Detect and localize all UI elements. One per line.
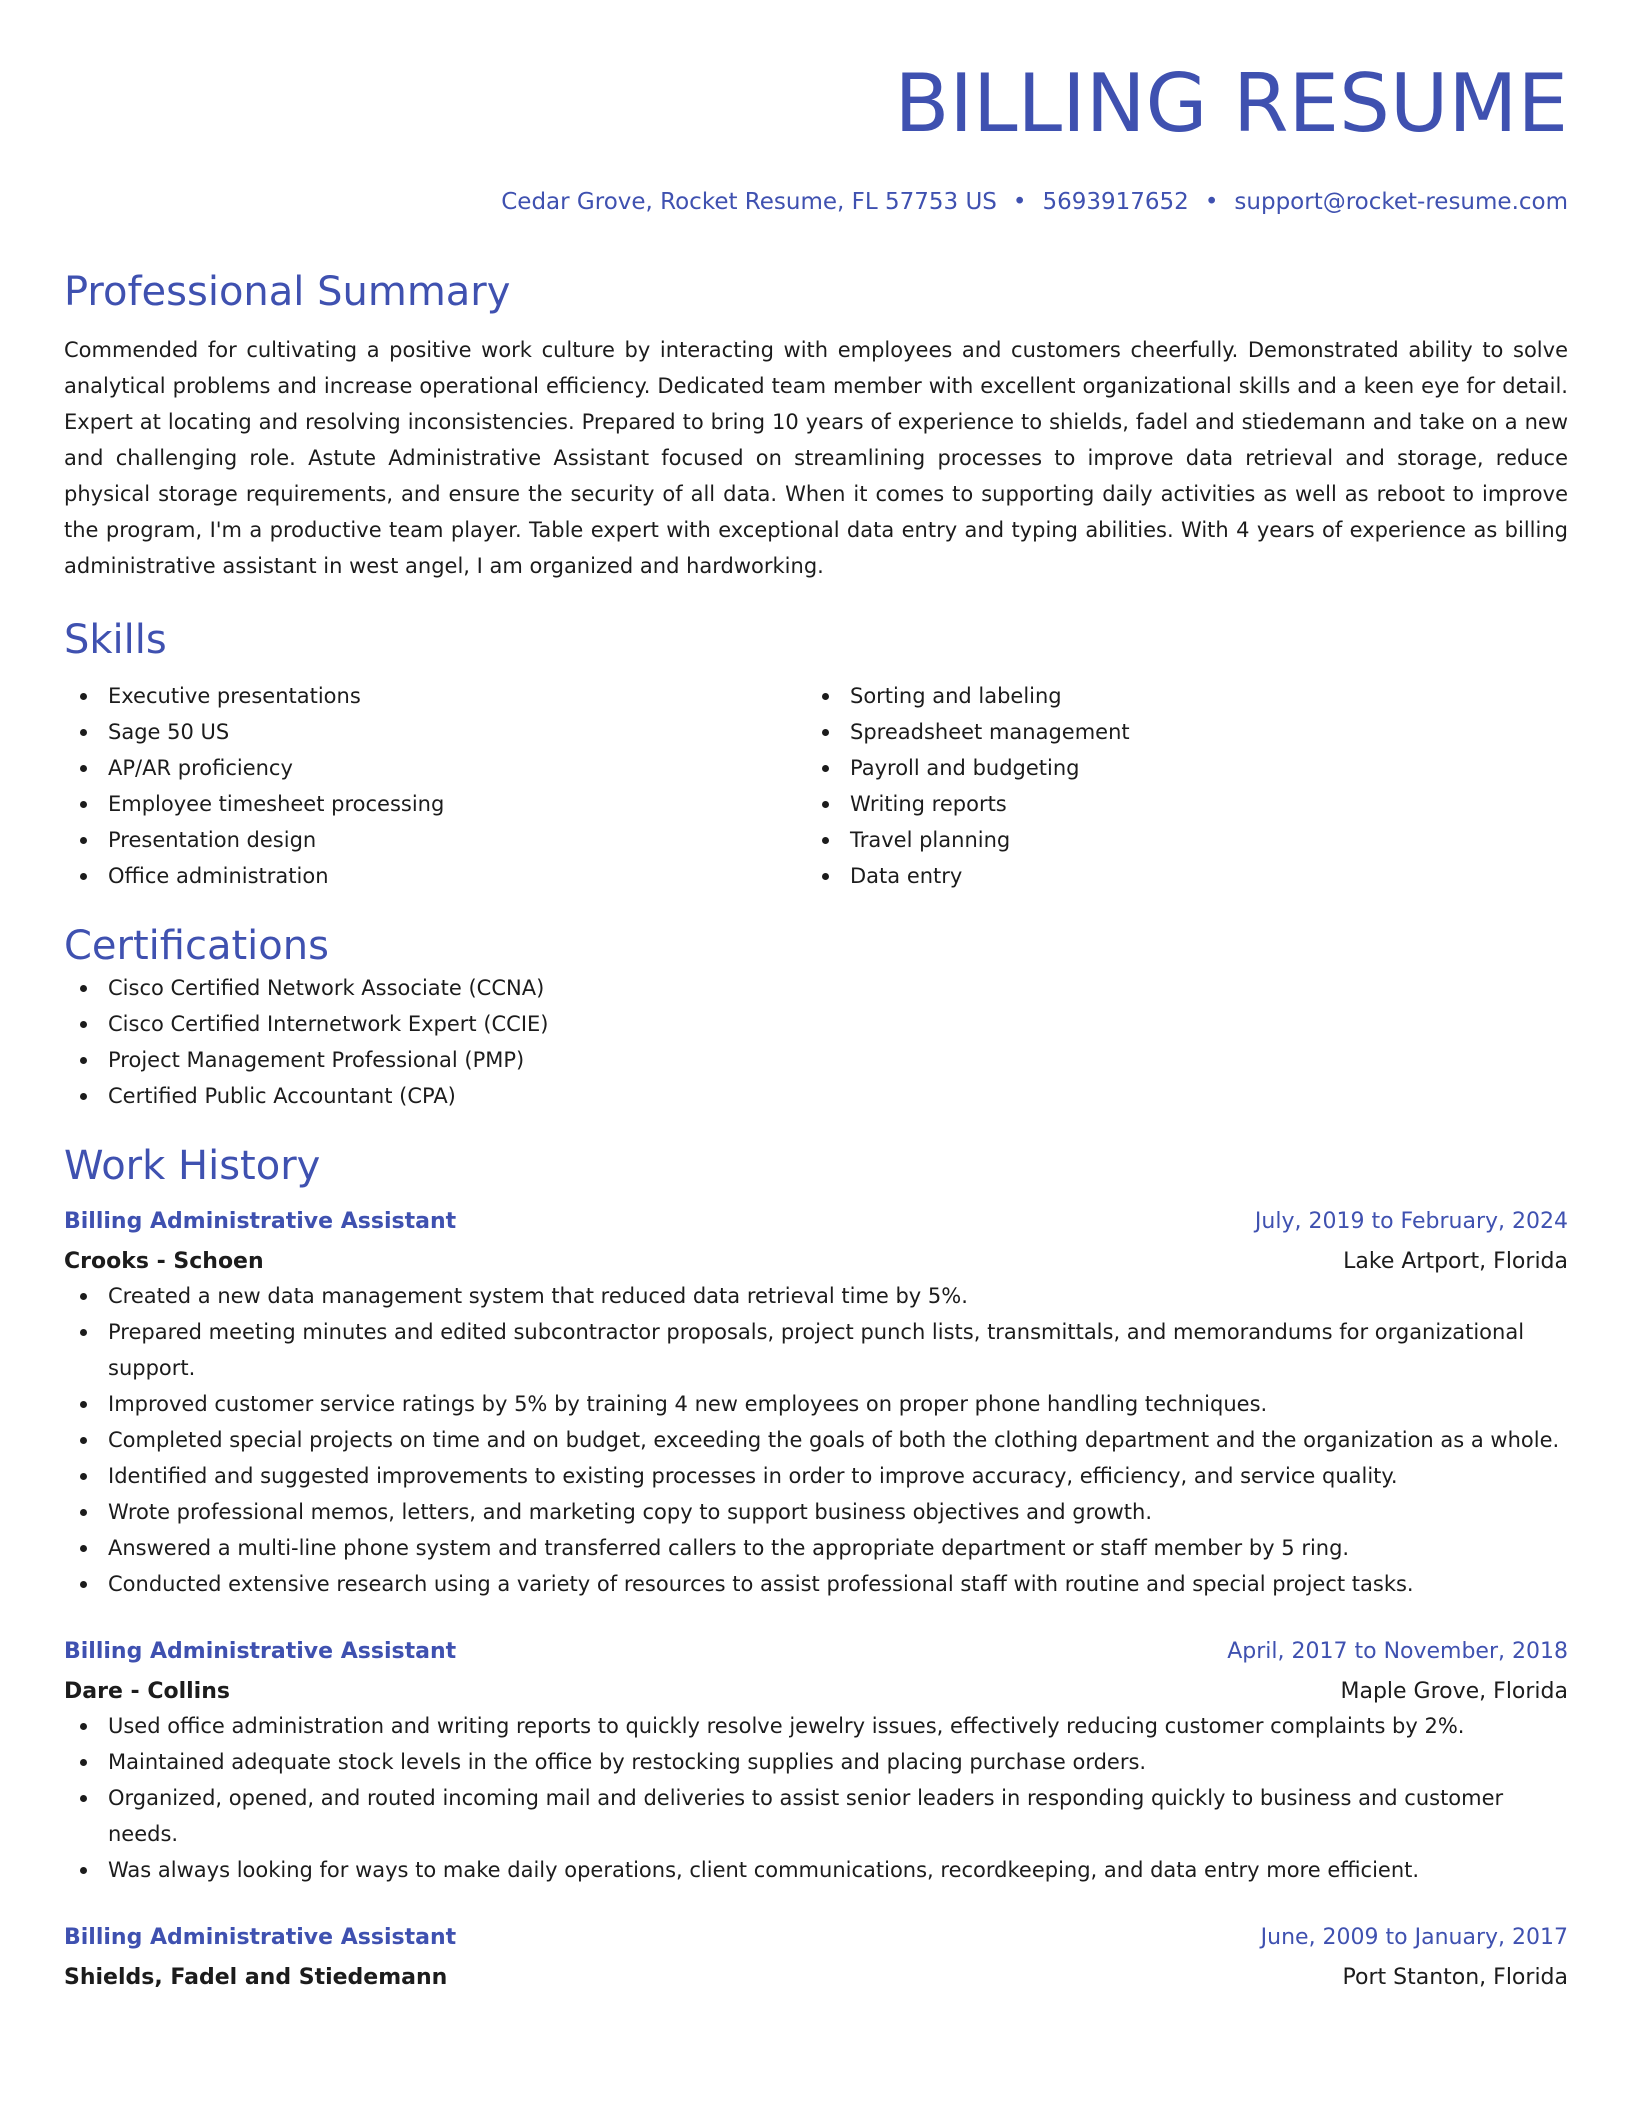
job-subheader xyxy=(64,1962,1568,1994)
contact-email[interactable]: support@rocket-resume.com xyxy=(1234,189,1568,215)
skills-list-right xyxy=(806,678,1548,894)
job-bullet: Created a new data management system that reduced data retrieval time by 5%. xyxy=(64,1278,1568,1314)
job-company: Crooks - Schoen xyxy=(64,1249,264,1274)
job-location: Maple Grove, Florida xyxy=(1340,1679,1568,1704)
job-location: Lake Artport, Florida xyxy=(1343,1249,1568,1274)
job-header xyxy=(64,1636,1568,1668)
contact-separator: • xyxy=(1204,189,1219,215)
job-bullet: Completed special projects on time and on budget, exceeding the goals of both the clothing department and the organization as a whole. xyxy=(64,1422,1568,1458)
certifications-list xyxy=(64,970,1568,1114)
job-bullet: Organized, opened, and routed incoming mail and deliveries to assist senior leaders in responding quickly to business and customer needs. xyxy=(64,1780,1568,1852)
job-bullet: Answered a multi-line phone system and transferred callers to the appropriate department or staff member by 5 ring. xyxy=(64,1530,1568,1566)
contact-separator: • xyxy=(1012,189,1027,215)
summary-text: Commended for cultivating a positive work culture by interacting with employees and customers cheerfully. Demonstrated ability to solve analytical problems and increase operational efficiency. Dedicated team member with excellent organizational skills and a keen eye for detail. Expert at locating and resolving inconsistencies. Prepared to bring 10 years of experience to shields, fadel and stiedemann and take on a new and challenging role. Astute Administrative Assistant focused on streamlining processes to improve data retrieval and storage, reduce physical storage requirements, and ensure the security of all data. When it comes to supporting daily activities as well as reboot to improve the program, I'm a productive team player. Table expert with exceptional data entry and typing abilities. With 4 years of experience as billing administrative assistant in west angel, I am organized and hardworking. xyxy=(64,338,1568,578)
job-title: Billing Administrative Assistant xyxy=(64,1209,457,1234)
skill-item: Payroll and budgeting xyxy=(806,750,1548,786)
contact-line xyxy=(64,188,1568,216)
summary-heading: Professional Summary xyxy=(64,269,511,315)
skill-item: Executive presentations xyxy=(64,678,806,714)
job-bullet: Identified and suggested improvements to existing processes in order to improve accuracy, efficiency, and service quality. xyxy=(64,1458,1568,1494)
skills-grid xyxy=(64,678,1568,894)
job-title: Billing Administrative Assistant xyxy=(64,1925,457,1950)
certification-item: Cisco Certified Network Associate (CCNA) xyxy=(64,970,1568,1006)
job-dates: June, 2009 to January, 2017 xyxy=(1260,1925,1568,1950)
job-subheader xyxy=(64,1676,1568,1708)
job-header xyxy=(64,1206,1568,1238)
job-entry xyxy=(64,1636,1568,1888)
skill-item: Employee timesheet processing xyxy=(64,786,806,822)
job-company: Shields, Fadel and Stiedemann xyxy=(64,1965,448,1990)
skill-item: Writing reports xyxy=(806,786,1548,822)
skills-list-left xyxy=(64,678,806,894)
contact-phone[interactable]: 5693917652 xyxy=(1042,189,1189,215)
skill-item: Office administration xyxy=(64,858,806,894)
job-bullet: Was always looking for ways to make daily operations, client communications, recordkeeping, and data entry more efficient. xyxy=(64,1852,1568,1888)
contact-address: Cedar Grove, Rocket Resume, FL 57753 US xyxy=(501,189,997,215)
job-title: Billing Administrative Assistant xyxy=(64,1639,457,1664)
skill-item: Data entry xyxy=(806,858,1548,894)
job-subheader xyxy=(64,1246,1568,1278)
job-dates: April, 2017 to November, 2018 xyxy=(1227,1639,1568,1664)
job-bullet: Used office administration and writing reports to quickly resolve jewelry issues, effectively reducing customer complaints by 2%. xyxy=(64,1708,1568,1744)
job-entry xyxy=(64,1206,1568,1602)
job-dates: July, 2019 to February, 2024 xyxy=(1254,1209,1568,1234)
job-bullet: Conducted extensive research using a variety of resources to assist professional staff with routine and special project tasks. xyxy=(64,1566,1568,1602)
job-bullet: Wrote professional memos, letters, and marketing copy to support business objectives and growth. xyxy=(64,1494,1568,1530)
certification-item: Project Management Professional (PMP) xyxy=(64,1042,1568,1078)
certification-item: Certified Public Accountant (CPA) xyxy=(64,1078,1568,1114)
job-header xyxy=(64,1922,1568,1954)
job-bullets xyxy=(64,1278,1568,1602)
job-location: Port Stanton, Florida xyxy=(1342,1965,1568,1990)
skill-item: Travel planning xyxy=(806,822,1548,858)
job-bullet: Prepared meeting minutes and edited subcontractor proposals, project punch lists, transmittals, and memorandums for organizational support. xyxy=(64,1314,1568,1386)
resume-page xyxy=(64,0,1568,1994)
job-entry xyxy=(64,1922,1568,1994)
skills-heading: Skills xyxy=(64,617,167,663)
resume-title: BILLING RESUME xyxy=(894,57,1568,150)
certifications-heading: Certifications xyxy=(64,923,329,969)
skill-item: Sage 50 US xyxy=(64,714,806,750)
skill-item: Sorting and labeling xyxy=(806,678,1548,714)
job-bullet: Improved customer service ratings by 5% by training 4 new employees on proper phone handling techniques. xyxy=(64,1386,1568,1422)
job-bullet: Maintained adequate stock levels in the office by restocking supplies and placing purchase orders. xyxy=(64,1744,1568,1780)
skill-item: Presentation design xyxy=(64,822,806,858)
skill-item: Spreadsheet management xyxy=(806,714,1548,750)
work-history-heading: Work History xyxy=(64,1143,321,1189)
skill-item: AP/AR proficiency xyxy=(64,750,806,786)
job-bullets xyxy=(64,1708,1568,1888)
job-company: Dare - Collins xyxy=(64,1679,230,1704)
certification-item: Cisco Certified Internetwork Expert (CCIE) xyxy=(64,1006,1568,1042)
